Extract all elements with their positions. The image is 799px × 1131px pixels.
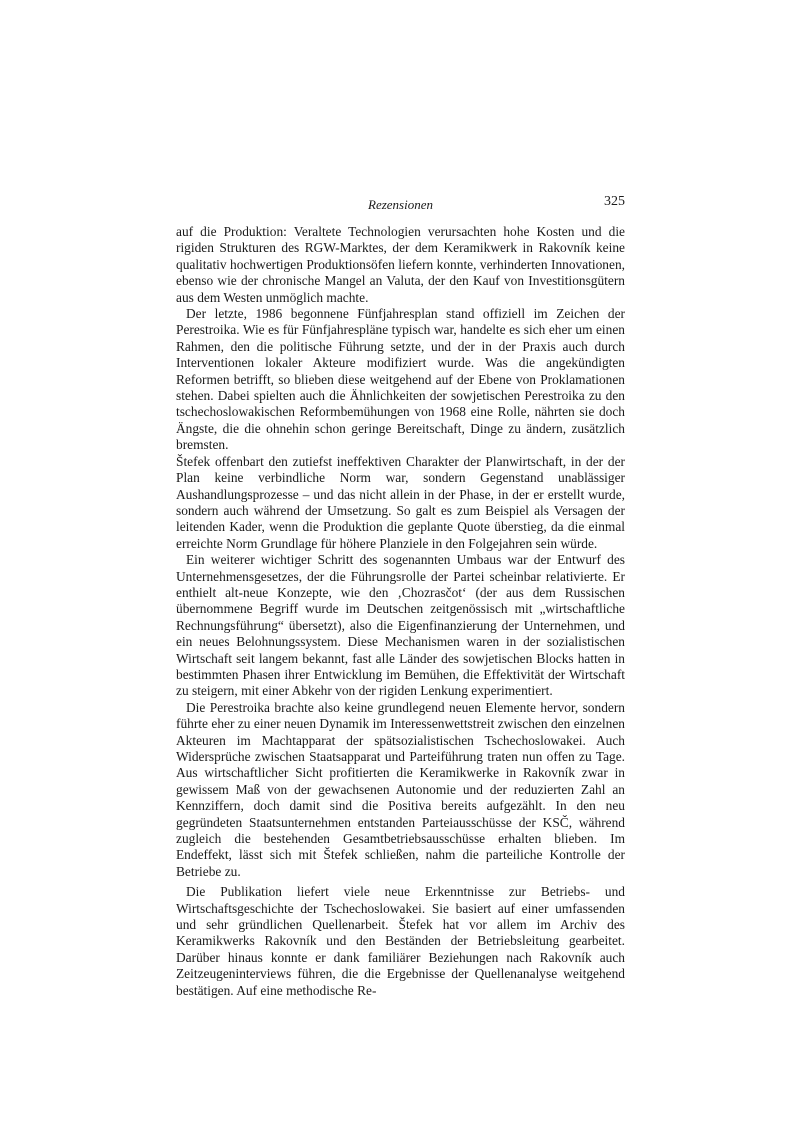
- paragraph-5: Die Perestroika brachte also keine grundlegend neuen Elemente hervor, sondern führte eher zu einer neuen Dynamik im Interessenwettstreit zwischen den einzelnen Akteuren im Machtapparat der spätsozialistischen Tschechoslowakei. Auch Widersprüche zwischen Staatsapparat und Parteiführung traten nun offen zu Tage. Aus wirtschaftlicher Sicht profitierten die Keramikwerke in Rakovník zwar in gewissem Maß von der gewachsenen Autonomie und der reduzierten Zahl an Kennziffern, doch damit sind die Positiva bereits aufgezählt. In den neu gegründeten Staatsunternehmen entstanden Parteiausschüsse der KSČ, während zugleich die bestehenden Gesamtbetriebsausschüsse erhalten blieben. Im Endeffekt, lässt sich mit Štefek schließen, nahm die parteiliche Kontrolle der Betriebe zu.: [176, 699, 625, 879]
- paragraph-2: Der letzte, 1986 begonnene Fünfjahresplan stand offiziell im Zeichen der Perestroika. Wie es für Fünfjahrespläne typisch war, handelte es sich eher um einen Rahmen, den die politische Führung setzte, und der in der Praxis auch durch Interventionen lokaler Akteure modifiziert wurde. Was die angekündigten Reformen betrifft, so blieben diese weitgehend auf der Ebene von Proklamationen stehen. Dabei spielten auch die Ähnlichkeiten der sowjetischen Perestroika zu den tschechoslowakischen Reformbemühungen von 1968 eine Rolle, nährten sie doch Ängste, die die ohnehin schon geringe Bereitschaft, Dinge zu ändern, zusätzlich bremsten.: [176, 306, 625, 453]
- paragraph-6: Die Publikation liefert viele neue Erkenntnisse zur Betriebs- und Wirtschaftsgeschichte der Tschechoslowakei. Sie basiert auf einer umfassenden und sehr gründlichen Quellenarbeit. Štefek hat vor allem im Archiv des Keramikwerks Rakovník und den Beständen der Betriebsleitung gearbeitet. Darüber hinaus konnte er dank familiärer Beziehungen nach Rakovník auch Zeitzeugeninterviews führen, die die Ergebnisse der Quellenanalyse weitgehend bestätigen. Auf eine methodische Re-: [176, 884, 625, 998]
- paragraph-1: auf die Produktion: Veraltete Technologien verursachten hohe Kosten und die rigiden Strukturen des RGW-Marktes, der dem Keramikwerk in Rakovník keine qualitativ hochwertigen Produktionsöfen liefern konnte, verhinderten Innovationen, ebenso wie der chronische Mangel an Valuta, der den Kauf von Investitionsgütern aus dem Westen unmöglich machte.: [176, 224, 625, 305]
- paragraph-3: Štefek offenbart den zutiefst ineffektiven Charakter der Planwirtschaft, in der der Plan keine verbindliche Norm war, sondern Gegenstand unablässiger Aushandlungsprozesse – und das nicht allein in der Phase, in der er erstellt wurde, sondern auch während der Umsetzung. So galt es zum Beispiel als Versagen der leitenden Kader, wenn die Produktion die geplante Quote überstieg, da die einmal erreichte Norm Grundlage für höhere Planziele in den Folgejahren sein würde.: [176, 453, 625, 551]
- running-header: [176, 194, 625, 214]
- page-number: 325: [604, 194, 625, 209]
- running-title: Rezensionen: [368, 197, 433, 212]
- body-text: [176, 224, 625, 999]
- paragraph-4: Ein weiterer wichtiger Schritt des sogenannten Umbaus war der Entwurf des Unternehmensgesetzes, der die Führungsrolle der Partei scheinbar relativierte. Er enthielt alt-neue Konzepte, wie den ‚Chozrasčot‘ (der aus dem Russischen übernommene Begriff wurde im Deutschen zeitgenössisch mit „wirtschaftliche Rechnungsführung“ übersetzt), also die Eigenfinanzierung der Unternehmen, und ein neues Belohnungssystem. Diese Mechanismen waren in der sozialistischen Wirtschaft seit langem bekannt, fast alle Länder des sowjetischen Blocks hatten in bestimmten Phasen ihrer Entwicklung im Bemühen, die Effektivität der Wirtschaft zu steigern, mit einer Abkehr von der rigiden Lenkung experimentiert.: [176, 552, 625, 699]
